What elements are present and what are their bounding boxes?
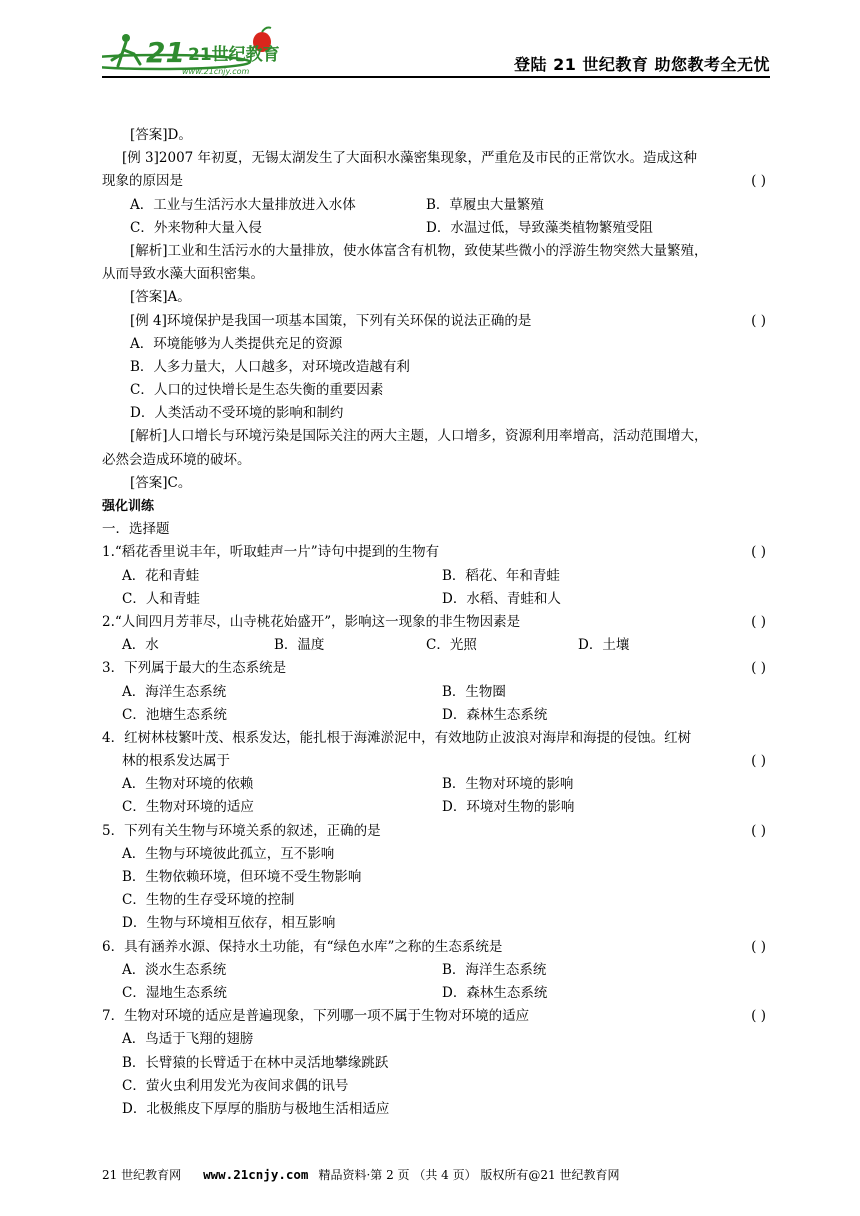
page-header — [102, 24, 770, 78]
example3-options-cd: C．外来物种大量入侵 D．水温过低，导致藻类植物繁殖受阻 — [130, 219, 653, 236]
example2-answer: [答案]D。 — [130, 127, 192, 143]
question-5-option-b: B．生物依赖环境，但环境不受生物影响 — [122, 869, 362, 885]
svg-text:21: 21 — [146, 36, 185, 69]
question-7-option-b: B．长臂猿的长臂适于在林中灵活地攀缘跳跃 — [122, 1054, 389, 1071]
question-7-option-c: C．萤火虫利用发光为夜间求偶的讯号 — [122, 1077, 349, 1094]
example3-answer: [答案]A。 — [130, 289, 191, 306]
answer-bracket: ( ) — [751, 938, 766, 955]
svg-text:21世纪教育: 21世纪教育 — [188, 45, 280, 65]
question-5-option-d: D．生物与环境相互依存，相互影响 — [122, 915, 336, 932]
question-7-option-a: A．鸟适于飞翔的翅膀 — [122, 1031, 254, 1048]
question-6-options-ab: A．淡水生态系统 B．海洋生态系统 — [122, 961, 547, 978]
example4-option-a: A．环境能够为人类提供充足的资源 — [130, 335, 343, 352]
page-footer — [102, 1166, 770, 1183]
header-slogan: 登陆 21 世纪教育 助您教考全无忧 — [514, 55, 770, 74]
question-5-option-a: A．生物与环境彼此孤立，互不影响 — [122, 845, 335, 862]
footer-right: 精品资料·第 2 页 （共 4 页） 版权所有@21 世纪教育网 — [318, 1168, 620, 1182]
site-logo — [102, 24, 292, 78]
answer-bracket: ( ) — [751, 173, 766, 190]
header-divider — [102, 76, 770, 78]
example4-analysis-cont: 必然会造成环境的破坏。 — [102, 451, 251, 468]
question-4-cont: 林的根系发达属于 ( ) — [102, 750, 770, 773]
answer-bracket: ( ) — [751, 660, 766, 677]
answer-bracket: ( ) — [751, 613, 766, 630]
example4-analysis: [解析]人口增长与环境污染是国际关注的两大主题，人口增多，资源利用率增高，活动范围增大， — [130, 428, 708, 445]
example4-question: [例 4]环境保护是我国一项基本国策，下列有关环保的说法正确的是 ( ) — [102, 310, 770, 333]
subsection-heading: 一．选择题 — [102, 521, 170, 538]
question-3: 3．下列属于最大的生态系统是 ( ) — [102, 657, 770, 680]
question-6-options-cd: C．湿地生态系统 D．森林生态系统 — [122, 984, 548, 1001]
document-body — [102, 124, 770, 1121]
example3-question-cont: 现象的原因是 ( ) — [102, 170, 770, 193]
question-1: 1.“稻花香里说丰年，听取蛙声一片”诗句中提到的生物有 ( ) — [102, 541, 770, 564]
answer-bracket: ( ) — [751, 822, 766, 839]
answer-bracket: ( ) — [751, 1008, 766, 1025]
question-2: 2.“人间四月芳菲尽，山寺桃花始盛开”，影响这一现象的非生物因素是 ( ) — [102, 611, 770, 634]
question-5-option-c: C．生物的生存受环境的控制 — [122, 892, 295, 909]
example4-option-c: C．人口的过快增长是生态失衡的重要因素 — [130, 382, 384, 399]
example4-answer: [答案]C。 — [130, 474, 192, 491]
answer-bracket: ( ) — [751, 544, 766, 561]
example3-analysis: [解析]工业和生活污水的大量排放，使水体富含有机物，致使某些微小的浮游生物突然大量繁殖， — [130, 242, 708, 259]
question-6: 6．具有涵养水源、保持水土功能，有“绿色水库”之称的生态系统是 ( ) — [102, 936, 770, 959]
question-4-options-cd: C．生物对环境的适应 D．环境对生物的影响 — [122, 799, 575, 816]
question-7-option-d: D．北极熊皮下厚厚的脂肪与极地生活相适应 — [122, 1100, 390, 1117]
section-heading: 强化训练 — [102, 499, 155, 514]
question-4: 4．红树林枝繁叶茂、根系发达，能扎根于海滩淤泥中，有效地防止波浪对海岸和海提的侵蚀。红树 — [102, 729, 692, 746]
footer-site-link[interactable]: www.21cnjy.com — [203, 1167, 309, 1182]
question-3-options-ab: A．海洋生态系统 B．生物圈 — [122, 683, 506, 700]
example4-option-b: B．人多力量大，人口越多，对环境改造越有利 — [130, 358, 410, 375]
example3-options-ab: A．工业与生活污水大量排放进入水体 B．草履虫大量繁殖 — [130, 196, 544, 213]
question-5: 5．下列有关生物与环境关系的叙述，正确的是 ( ) — [102, 820, 770, 843]
question-3-options-cd: C．池塘生态系统 D．森林生态系统 — [122, 706, 548, 723]
answer-bracket: ( ) — [751, 312, 766, 329]
question-1-options-ab: A．花和青蛙 B．稻花、年和青蛙 — [122, 567, 560, 584]
svg-text:www.21cnjy.com: www.21cnjy.com — [182, 67, 250, 76]
example3-analysis-cont: 从而导致水藻大面积密集。 — [102, 266, 264, 283]
answer-bracket: ( ) — [751, 753, 766, 770]
example4-option-d: D．人类活动不受环境的影响和制约 — [130, 405, 344, 422]
footer-left: 21 世纪教育网 — [102, 1168, 182, 1182]
question-1-options-cd: C．人和青蛙 D．水稻、青蛙和人 — [122, 590, 561, 607]
example3-question: [例 3]2007 年初夏，无锡太湖发生了大面积水藻密集现象，严重危及市民的正常饮水。造成这种 — [122, 150, 698, 167]
question-7: 7．生物对环境的适应是普遍现象，下列哪一项不属于生物对环境的适应 ( ) — [102, 1005, 770, 1028]
question-2-options: A．水 B．温度 C．光照 D．土壤 — [122, 637, 630, 654]
question-4-options-ab: A．生物对环境的依赖 B．生物对环境的影响 — [122, 776, 574, 793]
